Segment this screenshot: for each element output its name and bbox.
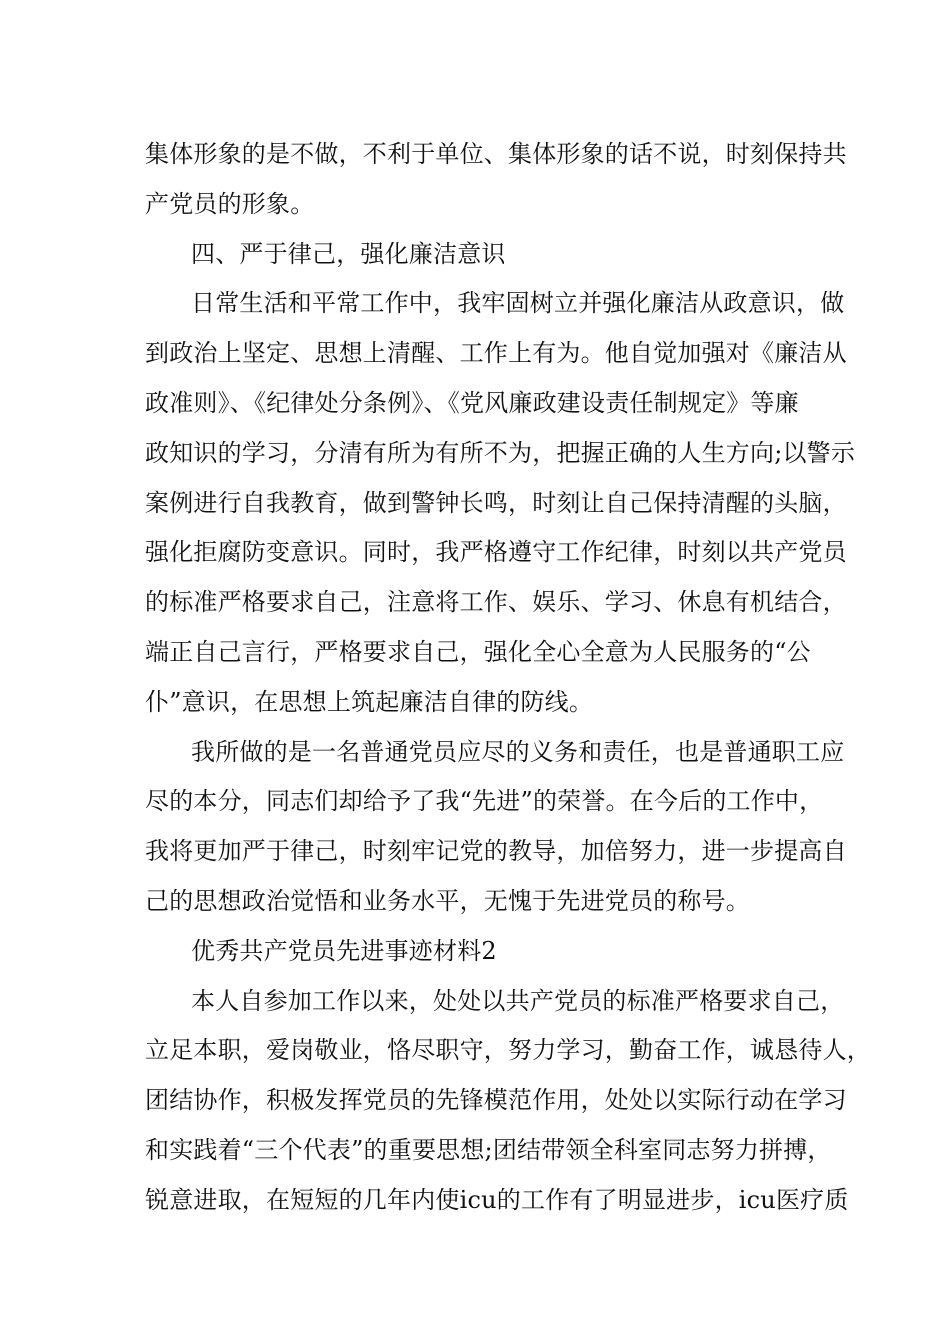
section-heading xyxy=(145,230,825,280)
title-text: 优秀共产党员先进事迹材料2 xyxy=(191,936,497,965)
text-line: 立足本职，爱岗敬业，恪尽职守，努力学习，勤奋工作，诚恳待人， xyxy=(145,1036,871,1065)
text-line: 集体形象的是不做，不利于单位、集体形象的话不说，时刻保持共 xyxy=(145,140,847,168)
paragraph-integrity xyxy=(145,279,856,727)
paragraph-conclusion xyxy=(145,728,847,927)
heading-text: 四、严于律己，强化廉洁意识 xyxy=(191,239,506,268)
text-line: 锐意进取，在短短的几年内使icu的工作有了明显进步，icu医疗质 xyxy=(145,1185,849,1214)
text-line: 仆”意识，在思想上筑起廉洁自律的防线。 xyxy=(145,687,594,716)
section-title xyxy=(145,927,825,977)
text-line: 己的思想政治觉悟和业务水平，无愧于先进党员的称号。 xyxy=(145,886,750,915)
text-line: 本人自参加工作以来，处处以共产党员的标准严格要求自己， xyxy=(191,986,845,1015)
text-line: 政准则》、《纪律处分条例》、《党风廉政建设责任制规定》等廉 xyxy=(145,388,799,417)
text-line: 日常生活和平常工作中，我牢固树立并强化廉洁从政意识，做 xyxy=(191,289,845,318)
text-line: 尽的本分，同志们却给予了我“先进”的荣誉。在今后的工作中， xyxy=(145,787,824,816)
paragraph-continuation xyxy=(145,130,847,230)
text-line: 到政治上坚定、思想上清醒、工作上有为。他自觉加强对《廉洁从 xyxy=(145,339,847,368)
text-line: 案例进行自我教育，做到警钟长鸣，时刻让自己保持清醒的头脑， xyxy=(145,488,847,517)
text-line: 强化拒腐防变意识。同时，我严格遵守工作纪律，时刻以共产党员 xyxy=(145,538,847,567)
text-line: 端正自己言行，严格要求自己，强化全心全意为人民服务的“公 xyxy=(145,637,811,666)
text-line: 产党员的形象。 xyxy=(145,189,315,218)
document-body xyxy=(145,130,871,1226)
text-line: 和实践着“三个代表”的重要思想;团结带领全科室同志努力拼搏， xyxy=(145,1135,832,1164)
text-line: 我将更加严于律己，时刻牢记党的教导，加倍努力，进一步提高自 xyxy=(145,837,847,866)
text-line: 我所做的是一名普通党员应尽的义务和责任，也是普通职工应 xyxy=(191,737,845,766)
text-line: 团结协作，积极发挥党员的先锋模范作用，处处以实际行动在学习 xyxy=(145,1086,847,1115)
paragraph-material-2 xyxy=(145,977,871,1226)
text-line: 政知识的学习，分清有所为有所不为，把握正确的人生方向;以警示 xyxy=(145,438,856,467)
text-line: 的标准严格要求自己，注意将工作、娱乐、学习、休息有机结合， xyxy=(145,588,847,617)
